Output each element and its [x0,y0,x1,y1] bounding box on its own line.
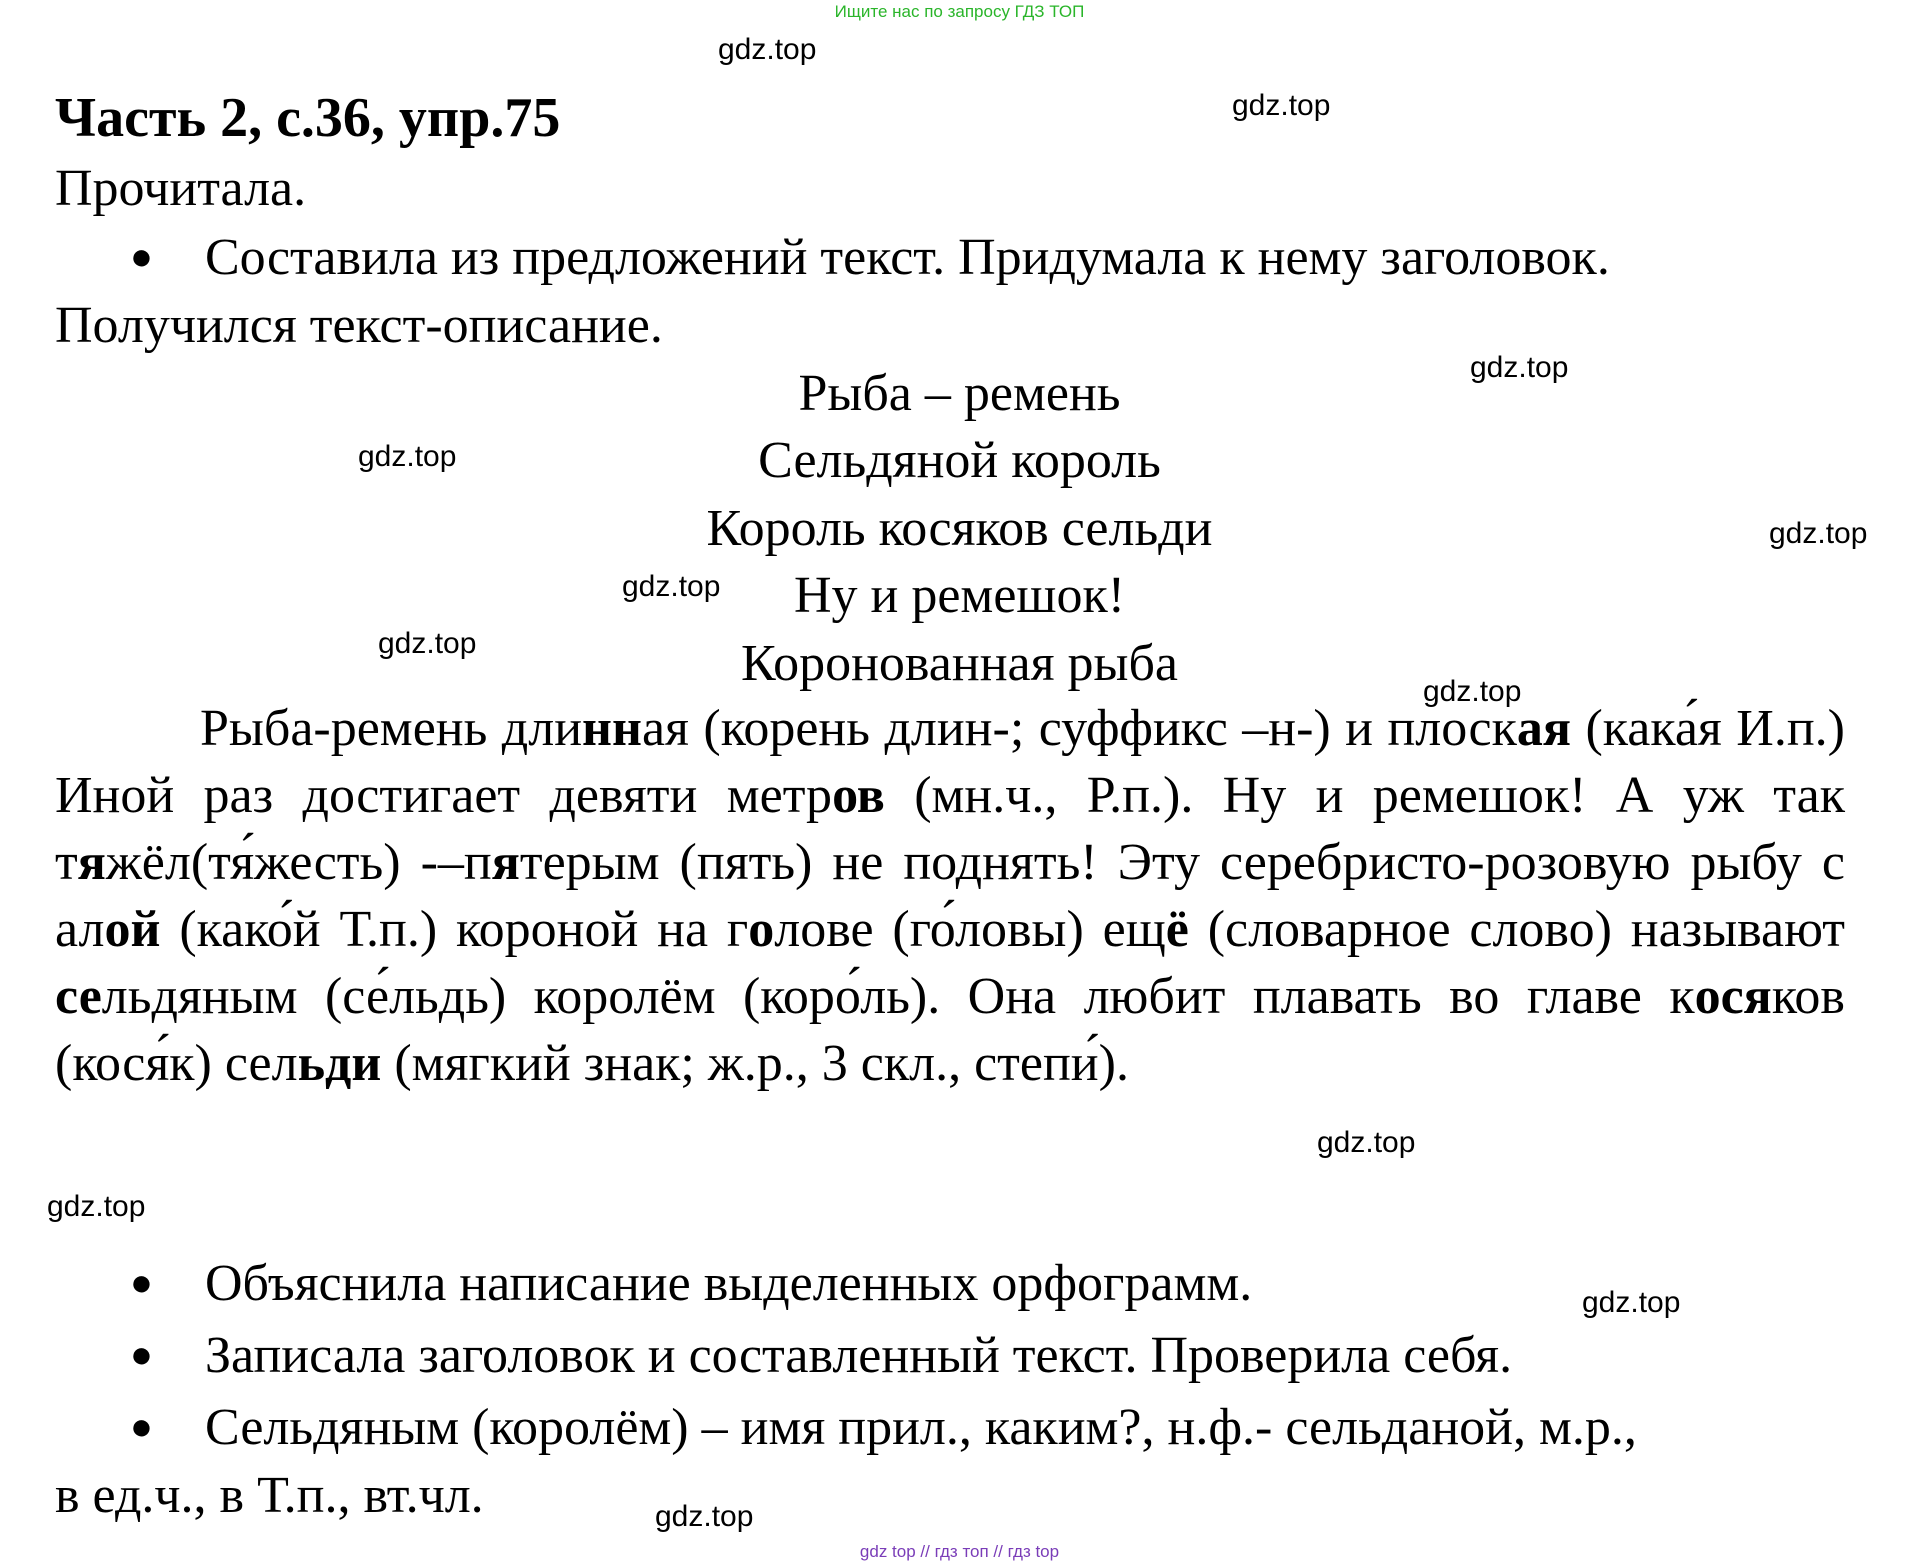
watermark: gdz.top [47,1190,146,1223]
watermark: gdz.top [718,33,817,66]
top-banner: Ищите нас по запросу ГДЗ ТОП [834,2,1085,21]
watermark: gdz.top [1769,517,1868,550]
watermark: gdz.top [1423,675,1522,708]
page-title: Часть 2, с.36, упр.75 [55,87,561,149]
watermark: gdz.top [622,570,721,603]
title-option: Рыба – ремень [798,365,1121,422]
title-option: Коронованная рыба [741,635,1178,692]
watermark: gdz.top [1317,1126,1416,1159]
list-item-text: Записала заголовок и составленный текст. Проверила себя. [205,1327,1513,1384]
list-item-text: Объяснила написание выделенных орфограмм. [205,1255,1253,1312]
title-option: Король косяков сельди [706,500,1213,557]
list-item [55,224,1845,291]
watermark: gdz.top [1470,351,1569,384]
list-item-text-continued: Получился текст-описание. [55,297,663,354]
intro-line: Прочитала. [55,160,307,217]
list-item [55,1250,1845,1317]
watermark: gdz.top [1582,1286,1681,1319]
bullet-icon: ● [130,1262,153,1304]
list-item [55,1394,1845,1461]
title-option: Сельдяной король [758,432,1161,489]
list-item-text-continued: в ед.ч., в Т.п., вт.чл. [55,1467,484,1524]
composed-text: Рыба-ремень длинная (корень длин-; суффикс –н-) и плоская (кака́я И.п.) Иной раз достигает девяти метров (мн.ч., Р.п.). Ну и ремешок! А уж так тяжёл(тя́жесть) -–пятерым (пять) не поднять! Эту серебристо-розовую рыбу с алой (како́й Т.п.) короной на голове (го́ловы) ещё (словарное слово) называют сельдяным (се́льдь) королём (коро́ль). Она любит плавать во главе косяков (кося́к) сельди (мягкий знак; ж.р., 3 скл., степи́). [55,700,1846,1092]
list-item [55,1322,1845,1389]
bullet-icon: ● [130,236,153,278]
bottom-banner: gdz top // гдз топ // гдз top [859,1542,1060,1561]
bullet-icon: ● [130,1334,153,1376]
watermark: gdz.top [358,440,457,473]
list-item-text: Составила из предложений текст. Придумала к нему заголовок. [205,229,1610,286]
list-item-text: Сельдяным (королём) – имя прил., каким?, н.ф.- сельданой, м.р., [205,1399,1637,1456]
watermark: gdz.top [378,627,477,660]
watermark: gdz.top [655,1500,754,1533]
watermark: gdz.top [1232,89,1331,122]
title-option: Ну и ремешок! [793,567,1126,624]
bullet-icon: ● [130,1406,153,1448]
